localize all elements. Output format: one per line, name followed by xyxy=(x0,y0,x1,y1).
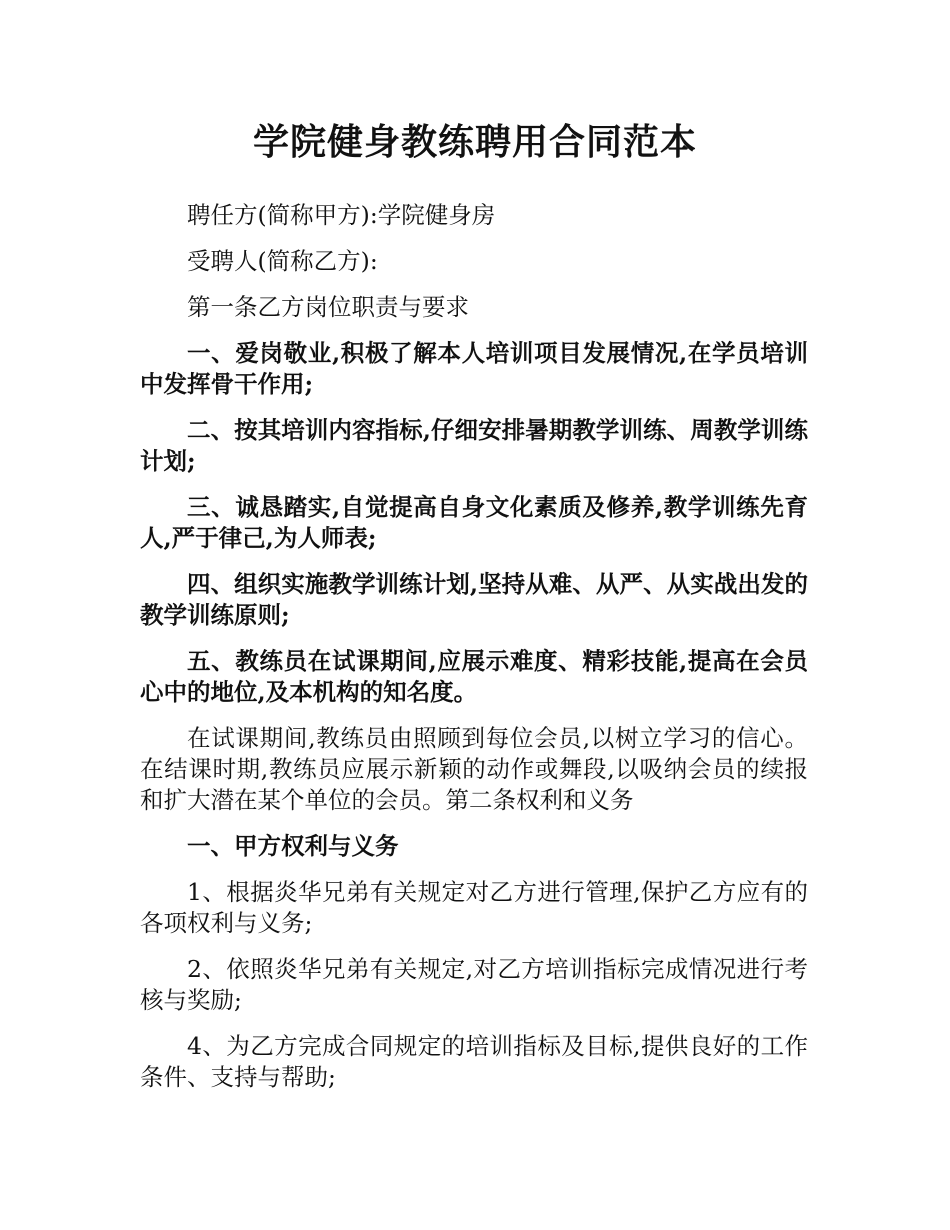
paragraph-employee: 受聘人(简称乙方): xyxy=(187,247,378,275)
paragraph-trial-period: 在试课期间,教练员由照顾到每位会员,以树立学习的信心。在结课时期,教练员应展示新颖的动作或舞段,以吸纳会员的续报和扩大潜在某个单位的会员。第二条权利和义务 xyxy=(140,724,808,814)
paragraph-article-1-heading: 第一条乙方岗位职责与要求 xyxy=(187,293,469,321)
paragraph-party-a-item-1: 1、根据炎华兄弟有关规定对乙方进行管理,保护乙方应有的各项权利与义务; xyxy=(140,878,808,937)
paragraph-duty-2: 二、按其培训内容指标,仔细安排暑期教学训练、周教学训练计划; xyxy=(140,416,808,475)
paragraph-duty-5: 五、教练员在试课期间,应展示难度、精彩技能,提高在会员心中的地位,及本机构的知名度。 xyxy=(140,647,808,706)
document-title: 学院健身教练聘用合同范本 xyxy=(252,121,697,163)
paragraph-duty-3: 三、诚恳踏实,自觉提高自身文化素质及修养,教学训练先育人,严于律己,为人师表; xyxy=(140,493,808,552)
paragraph-duty-4: 四、组织实施教学训练计划,坚持从难、从严、从实战出发的教学训练原则; xyxy=(140,570,808,629)
paragraph-duty-1: 一、爱岗敬业,积极了解本人培训项目发展情况,在学员培训中发挥骨干作用; xyxy=(140,339,808,398)
paragraph-party-a-item-2: 2、依照炎华兄弟有关规定,对乙方培训指标完成情况进行考核与奖励; xyxy=(140,955,808,1014)
paragraph-party-a-item-4: 4、为乙方完成合同规定的培训指标及目标,提供良好的工作条件、支持与帮助; xyxy=(140,1032,808,1091)
document-body xyxy=(140,200,808,1108)
paragraph-party-a-heading: 一、甲方权利与义务 xyxy=(187,832,399,860)
paragraph-employer: 聘任方(简称甲方):学院健身房 xyxy=(187,201,496,229)
